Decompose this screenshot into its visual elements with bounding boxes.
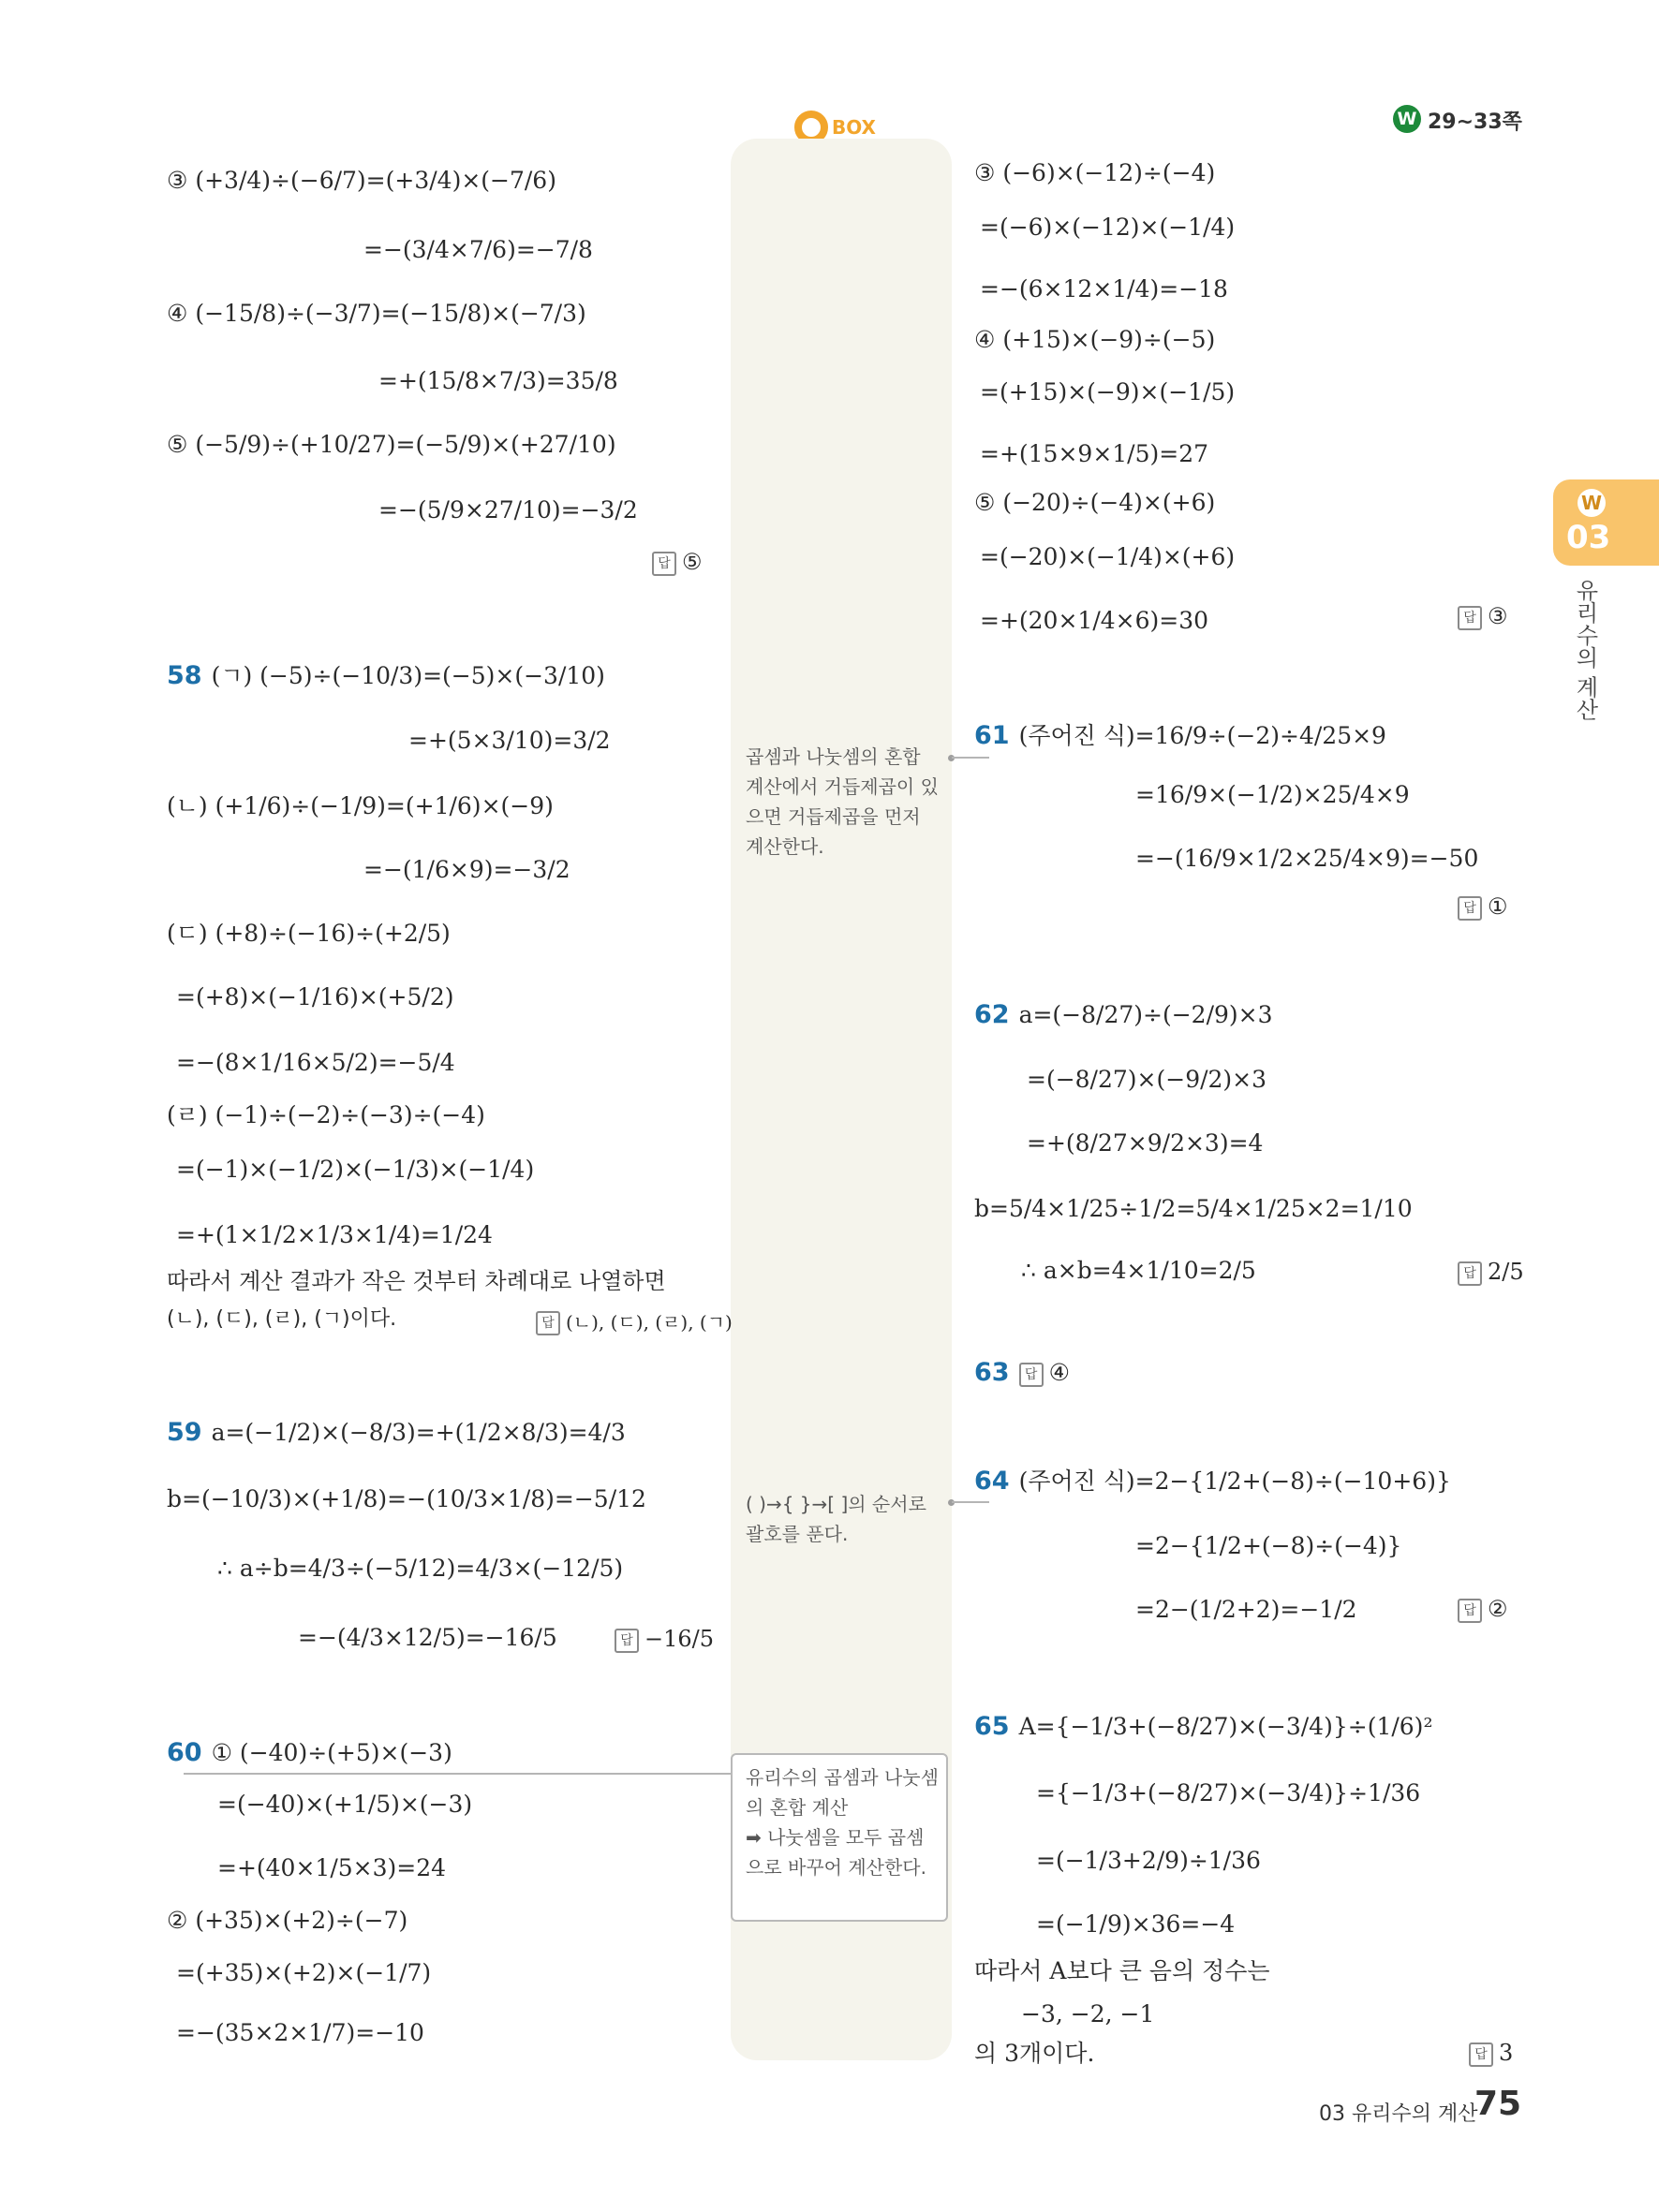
solution-line: =(+8)×(−1/16)×(+5/2) [176,983,454,1010]
solution-line: =−(1/6×9)=−3/2 [363,856,570,883]
answer-mark-icon: 답 [1458,606,1482,630]
answer: 답 2/5 [1458,1259,1524,1286]
solution-line: =−(5/9×27/10)=−3/2 [378,496,638,524]
problem-63: 63 답 ④ [974,1358,1070,1387]
chapter-number: 03 [1566,519,1611,556]
answer: 답 (ㄴ), (ㄷ), (ㄹ), (ㄱ) [536,1307,733,1335]
problem-number: 64 [974,1467,1010,1496]
solution-line: =(−1/9)×36=−4 [1036,1910,1236,1938]
solution-line: 따라서 A보다 큰 음의 정수는 [974,1957,1270,1984]
answer: 답 −16/5 [615,1626,714,1653]
solution-line: (ㄷ) (+8)÷(−16)÷(+2/5) [167,920,451,947]
answer: 답 ② [1458,1596,1508,1623]
answer-mark-icon: 답 [1458,1599,1482,1623]
answer-mark-icon: 답 [1469,2042,1493,2067]
solution-line: (ㄹ) (−1)÷(−2)÷(−3)÷(−4) [167,1101,485,1128]
problem-number: 62 [974,1000,1010,1029]
solution-line: ④ (+15)×(−9)÷(−5) [974,326,1216,353]
solution-line: =−(35×2×1/7)=−10 [176,2019,424,2046]
answer: 답 ⑤ [652,549,703,576]
problem-64: 64 (주어진 식)=2−{1/2+(−8)÷(−10+6)} [974,1467,1451,1496]
problem-65: 65 A={−1/3+(−8/27)×(−3/4)}÷(1/6)² [974,1712,1433,1741]
solution-line: ⑤ (−5/9)÷(+10/27)=(−5/9)×(+27/10) [167,431,616,458]
solution-line: ③ (−6)×(−12)÷(−4) [974,159,1216,186]
problem-number: 59 [167,1418,202,1447]
problem-62: 62 a=(−8/27)÷(−2/9)×3 [974,1000,1273,1029]
solution-line: =(−8/27)×(−9/2)×3 [1027,1066,1267,1093]
solution-line: =+(15×9×1/5)=27 [980,440,1209,467]
note-mixed-body: ➡ 나눗셈을 모두 곱셈으로 바꾸어 계산한다. [746,1826,926,1879]
solution-line: ④ (−15/8)÷(−3/7)=(−15/8)×(−7/3) [167,300,586,327]
problem-number: 63 [974,1358,1010,1387]
solution-line: =(−6)×(−12)×(−1/4) [980,214,1236,241]
problem-number: 65 [974,1712,1010,1741]
solution-line: =−(16/9×1/2×25/4×9)=−50 [1135,845,1479,872]
solution-line: =−(4/3×12/5)=−16/5 [298,1624,557,1651]
solution-line: 의 3개이다. [974,2040,1095,2067]
answer-mark-icon: 답 [536,1311,560,1335]
answer-mark-icon: 답 [615,1629,639,1653]
problem-61: 61 (주어진 식)=16/9÷(−2)÷4/25×9 [974,721,1386,750]
connector-line [184,1773,731,1775]
solution-line: ⑤ (−20)÷(−4)×(+6) [974,489,1216,516]
solution-line: ∴ a×b=4×1/10=2/5 [1021,1257,1256,1284]
note-brackets: ( )→{ }→[ ]의 순서로 괄호를 푼다. [746,1493,926,1545]
problem-58: 58 (ㄱ) (−5)÷(−10/3)=(−5)×(−3/10) [167,661,605,690]
problem-number: 61 [974,721,1010,750]
problem-59: 59 a=(−1/2)×(−8/3)=+(1/2×8/3)=4/3 [167,1418,626,1447]
solution-line: ={−1/3+(−8/27)×(−3/4)}÷1/36 [1036,1779,1421,1806]
connector-line [952,757,989,759]
solution-line: =2−(1/2+2)=−1/2 [1135,1596,1357,1623]
solution-line: =−(6×12×1/4)=−18 [980,275,1228,302]
solution-line: ② (+35)×(+2)÷(−7) [167,1907,408,1934]
page-range: 29~33쪽 [1428,111,1522,134]
solution-line: −3, −2, −1 [1021,2000,1155,2028]
qbox-label: BOX [832,116,876,139]
solution-line: =(−1)×(−1/2)×(−1/3)×(−1/4) [176,1156,535,1183]
solution-line: ∴ a÷b=4/3÷(−5/12)=4/3×(−12/5) [217,1555,624,1582]
answer-mark-icon: 답 [1458,896,1482,921]
page-number: 75 [1474,2085,1522,2123]
solution-line: =−(3/4×7/6)=−7/8 [363,236,593,263]
solution-line: =(−20)×(−1/4)×(+6) [980,543,1236,570]
answer: 답 3 [1469,2040,1513,2067]
solution-line: =(−40)×(+1/5)×(−3) [217,1791,473,1818]
solution-line: =+(20×1/4×6)=30 [980,607,1209,634]
answer-mark-icon: 답 [1019,1363,1044,1387]
w-icon: W [1578,489,1606,517]
solution-line: (ㄴ) (+1/6)÷(−1/9)=(+1/6)×(−9) [167,792,554,819]
solution-line: b=(−10/3)×(+1/8)=−(10/3×1/8)=−5/12 [167,1485,646,1512]
solution-line: =(+15)×(−9)×(−1/5) [980,378,1236,406]
answer-mark-icon: 답 [652,552,676,576]
answer: 답 ① [1458,893,1508,921]
solution-line: =(+35)×(+2)×(−1/7) [176,1959,432,1986]
footer-chapter: 03 유리수의 계산 [1319,2102,1478,2126]
connector-line [952,1501,989,1503]
solution-line: =(−1/3+2/9)÷1/36 [1036,1847,1261,1874]
solution-line: ③ (+3/4)÷(−6/7)=(+3/4)×(−7/6) [167,167,556,194]
conclusion-text: (ㄴ), (ㄷ), (ㄹ), (ㄱ)이다. [167,1307,397,1331]
answer-mark-icon: 답 [1458,1261,1482,1286]
solution-line: =+(40×1/5×3)=24 [217,1854,447,1881]
note-exponent: 곱셈과 나눗셈의 혼합 계산에서 거듭제곱이 있으면 거듭제곱을 먼저 계산한다. [746,745,939,858]
problem-number: 58 [167,661,202,690]
answer: 답 ③ [1458,603,1508,630]
solution-line: =−(8×1/16×5/2)=−5/4 [176,1049,455,1076]
solution-line: =+(8/27×9/2×3)=4 [1027,1129,1264,1157]
w-icon: W [1393,105,1421,133]
solution-line: =+(15/8×7/3)=35/8 [378,367,618,394]
chapter-title: 유리수의 계산 [1572,579,1598,721]
solution-line: =16/9×(−1/2)×25/4×9 [1135,781,1410,808]
solution-line: =+(5×3/10)=3/2 [408,727,611,754]
solution-line: =2−{1/2+(−8)÷(−4)} [1135,1532,1402,1559]
conclusion-text: 따라서 계산 결과가 작은 것부터 차례대로 나열하면 [167,1268,666,1294]
problem-number: 60 [167,1738,202,1767]
solution-line: =+(1×1/2×1/3×1/4)=1/24 [176,1221,493,1248]
note-mixed-title: 유리수의 곱셈과 나눗셈의 혼합 계산 [746,1766,939,1819]
solution-line: b=5/4×1/25÷1/2=5/4×1/25×2=1/10 [974,1195,1413,1222]
problem-60: 60 ① (−40)÷(+5)×(−3) [167,1738,452,1767]
